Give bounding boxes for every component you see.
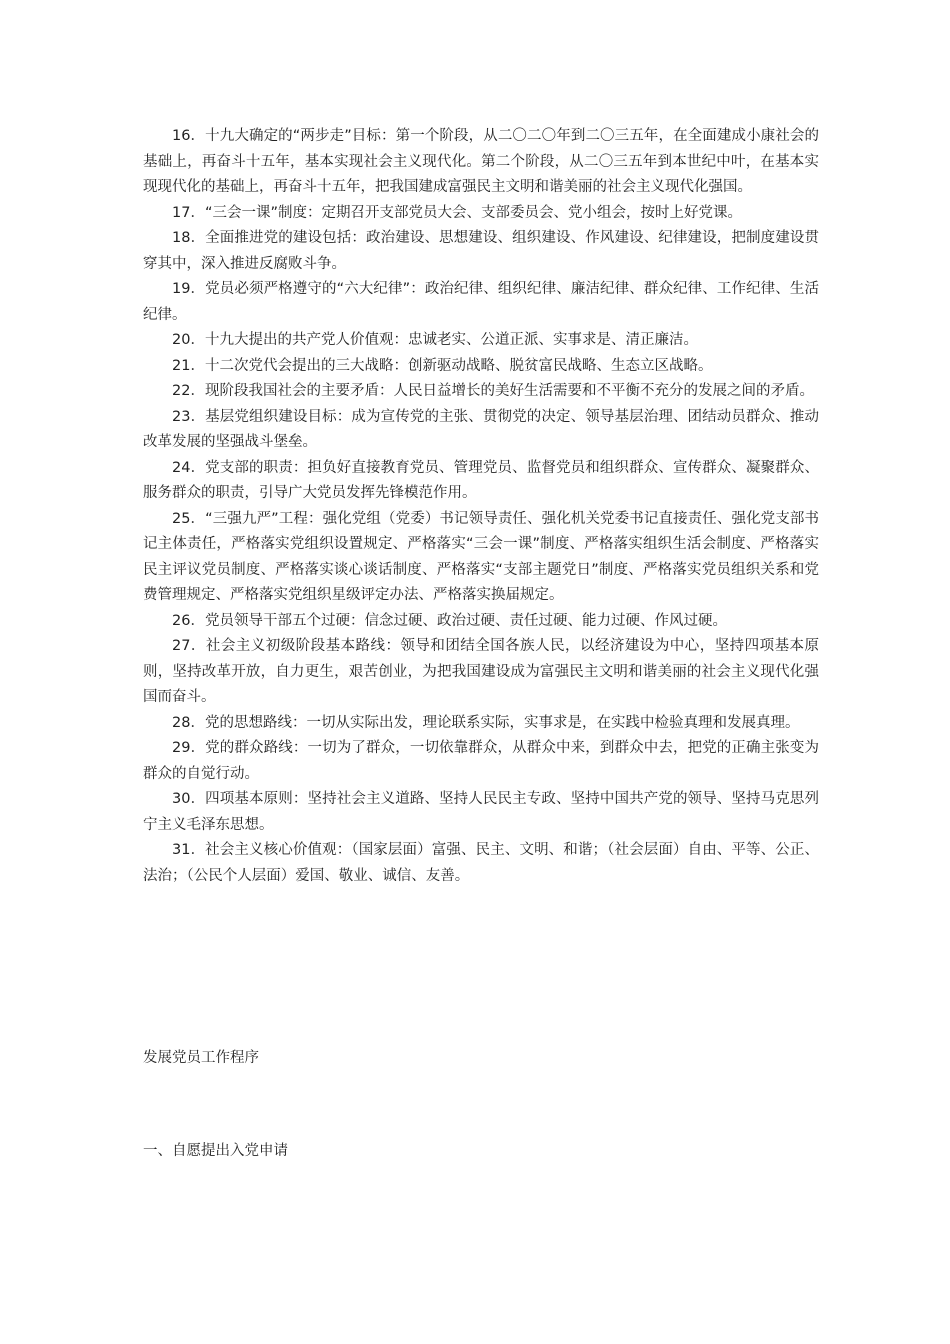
- subsection-title: 一、自愿提出入党申请: [143, 1143, 288, 1159]
- item-24: 24．党支部的职责：担负好直接教育党员、管理党员、监督党员和组织群众、宣传群众、凝聚群众、服务群众的职责，引导广大党员发挥先锋模范作用。: [143, 459, 819, 501]
- item-28: 28．党的思想路线：一切从实际出发，理论联系实际，实事求是，在实践中检验真理和发展真理。: [172, 714, 800, 731]
- item-29: 29．党的群众路线：一切为了群众，一切依靠群众，从群众中来，到群众中去，把党的正确主张变为群众的自觉行动。: [143, 740, 819, 782]
- section-title: 发展党员工作程序: [143, 1050, 259, 1066]
- item-22: 22．现阶段我国社会的主要矛盾：人民日益增长的美好生活需要和不平衡不充分的发展之间的矛盾。: [172, 383, 814, 399]
- item-17: 17．“三会一课”制度：定期召开支部党员大会、支部委员会、党小组会，按时上好党课。: [172, 204, 742, 221]
- item-26: 26．党员领导干部五个过硬：信念过硬、政治过硬、责任过硬、能力过硬、作风过硬。: [172, 612, 727, 629]
- item-31: 31．社会主义核心价值观：（国家层面）富强、民主、文明、和谐；（社会层面）自由、平等、公正、法治；（公民个人层面）爱国、敬业、诚信、友善。: [143, 842, 819, 884]
- document-body: [143, 124, 819, 889]
- item-30: 30．四项基本原则：坚持社会主义道路、坚持人民民主专政、坚持中国共产党的领导、坚持马克思列宁主义毛泽东思想。: [143, 791, 819, 833]
- item-27: 27．社会主义初级阶段基本路线：领导和团结全国各族人民，以经济建设为中心，坚持四项基本原则，坚持改革开放，自力更生，艰苦创业，为把我国建设成为富强民主文明和谐美丽的社会主义现代化强国而奋斗。: [143, 638, 819, 705]
- item-20: 20．十九大提出的共产党人价值观：忠诚老实、公道正派、实事求是、清正廉洁。: [172, 332, 698, 348]
- item-16: 16．十九大确定的“两步走”目标：第一个阶段，从二〇二〇年到二〇三五年，在全面建成小康社会的基础上，再奋斗十五年，基本实现社会主义现代化。第二个阶段，从二〇三五年到本世纪中叶，在基本实现现代化的基础上，再奋斗十五年，把我国建成富强民主文明和谐美丽的社会主义现代化强国。: [143, 128, 819, 195]
- item-21: 21．十二次党代会提出的三大战略：创新驱动战略、脱贫富民战略、生态立区战略。: [172, 357, 713, 374]
- item-19: 19．党员必须严格遵守的“六大纪律”：政治纪律、组织纪律、廉洁纪律、群众纪律、工作纪律、生活纪律。: [143, 281, 819, 323]
- item-25: 25．“三强九严”工程：强化党组（党委）书记领导责任、强化机关党委书记直接责任、强化党支部书记主体责任，严格落实党组织设置规定、严格落实“三会一课”制度、严格落实组织生活会制度、严格落实民主评议党员制度、严格落实谈心谈话制度、严格落实“支部主题党日”制度、严格落实党员组织关系和党费管理规定、严格落实党组织星级评定办法、严格落实换届规定。: [143, 510, 819, 603]
- item-23: 23．基层党组织建设目标：成为宣传党的主张、贯彻党的决定、领导基层治理、团结动员群众、推动改革发展的坚强战斗堡垒。: [143, 408, 819, 450]
- item-18: 18．全面推进党的建设包括：政治建设、思想建设、组织建设、作风建设、纪律建设，把制度建设贯穿其中，深入推进反腐败斗争。: [143, 230, 819, 272]
